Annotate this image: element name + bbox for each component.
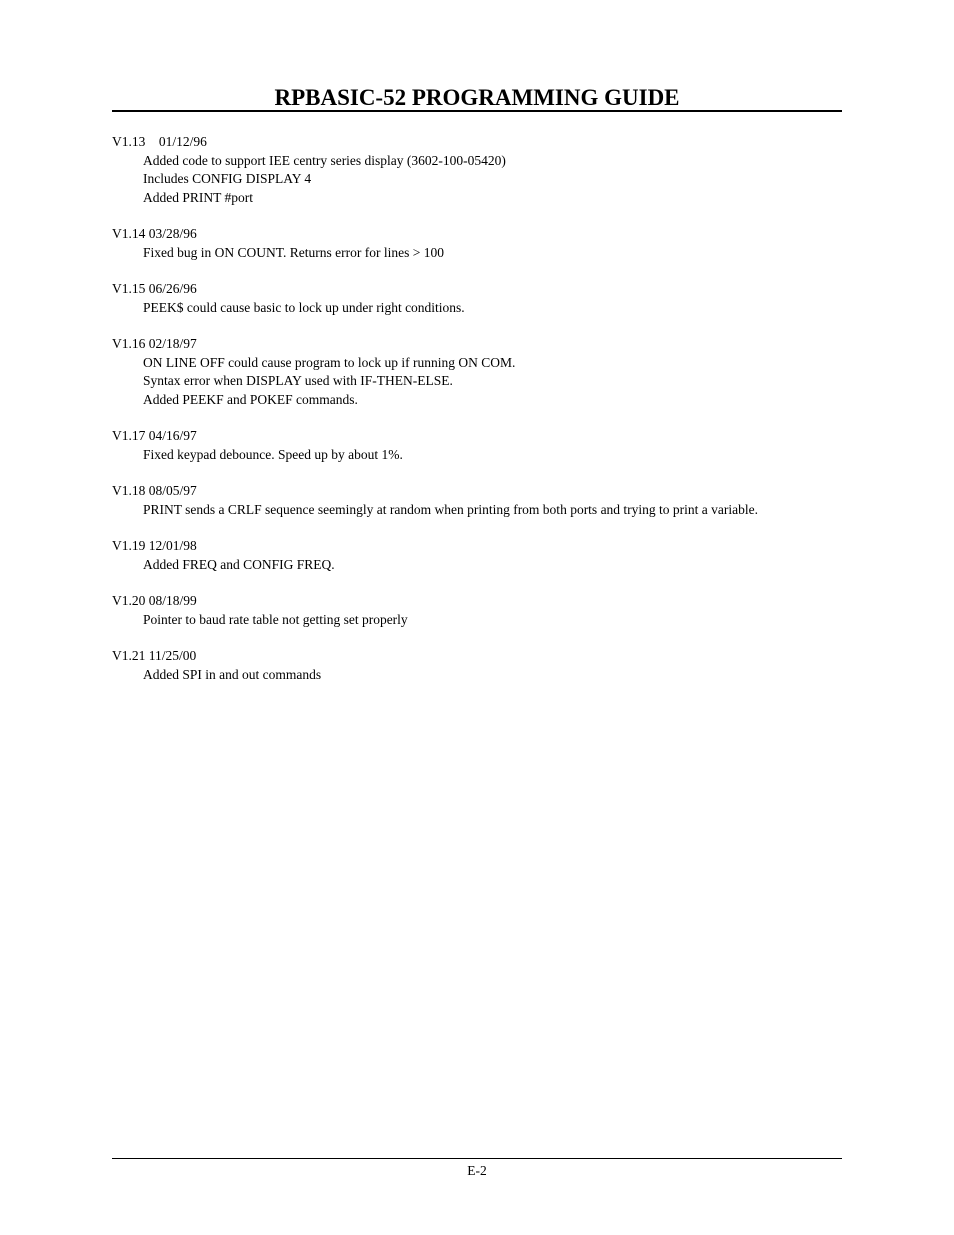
revision-entry: [112, 133, 842, 207]
revision-note: Added FREQ and CONFIG FREQ.: [143, 556, 335, 572]
version-date: V1.13 01/12/96: [112, 134, 207, 149]
revision-entry: [112, 647, 842, 684]
version-date: V1.17 04/16/97: [112, 428, 197, 443]
revision-note: Added PRINT #port: [143, 189, 253, 205]
version-date: V1.16 02/18/97: [112, 336, 197, 351]
revision-note: PRINT sends a CRLF sequence seemingly at random when printing from both ports and trying to print a variable.: [143, 501, 759, 517]
version-date: V1.18 08/05/97: [112, 483, 197, 498]
revision-note: Pointer to baud rate table not getting set properly: [143, 611, 408, 627]
version-date: V1.15 06/26/96: [112, 281, 197, 296]
revision-note: Fixed bug in ON COUNT. Returns error for lines > 100: [143, 244, 444, 260]
revision-entry: [112, 427, 842, 464]
revision-note: PEEK$ could cause basic to lock up under right conditions.: [143, 299, 465, 315]
footer-rule: [112, 1158, 842, 1159]
revision-entry: [112, 592, 842, 629]
revision-entry: [112, 225, 842, 262]
version-date: V1.20 08/18/99: [112, 593, 197, 608]
revision-history: [112, 133, 842, 702]
revision-note: Added SPI in and out commands: [143, 666, 322, 682]
revision-note: ON LINE OFF could cause program to lock up if running ON COM.: [143, 354, 516, 370]
page-title: RPBASIC-52 PROGRAMMING GUIDE: [274, 85, 680, 110]
version-date: V1.14 03/28/96: [112, 226, 197, 241]
revision-note: Fixed keypad debounce. Speed up by about 1%.: [143, 446, 403, 462]
revision-note: Includes CONFIG DISPLAY 4: [143, 171, 312, 186]
revision-entry: [112, 537, 842, 574]
page-number: E-2: [467, 1163, 487, 1178]
revision-note: Added PEEKF and POKEF commands.: [143, 391, 358, 407]
revision-entry: [112, 482, 842, 519]
revision-entry: [112, 280, 842, 317]
revision-note: Added code to support IEE centry series display (3602-100-05420): [143, 152, 506, 168]
revision-note: Syntax error when DISPLAY used with IF-THEN-ELSE.: [143, 373, 453, 388]
version-date: V1.19 12/01/98: [112, 538, 197, 553]
header-rule: [112, 110, 842, 112]
version-date: V1.21 11/25/00: [112, 648, 197, 663]
revision-entry: [112, 335, 842, 409]
